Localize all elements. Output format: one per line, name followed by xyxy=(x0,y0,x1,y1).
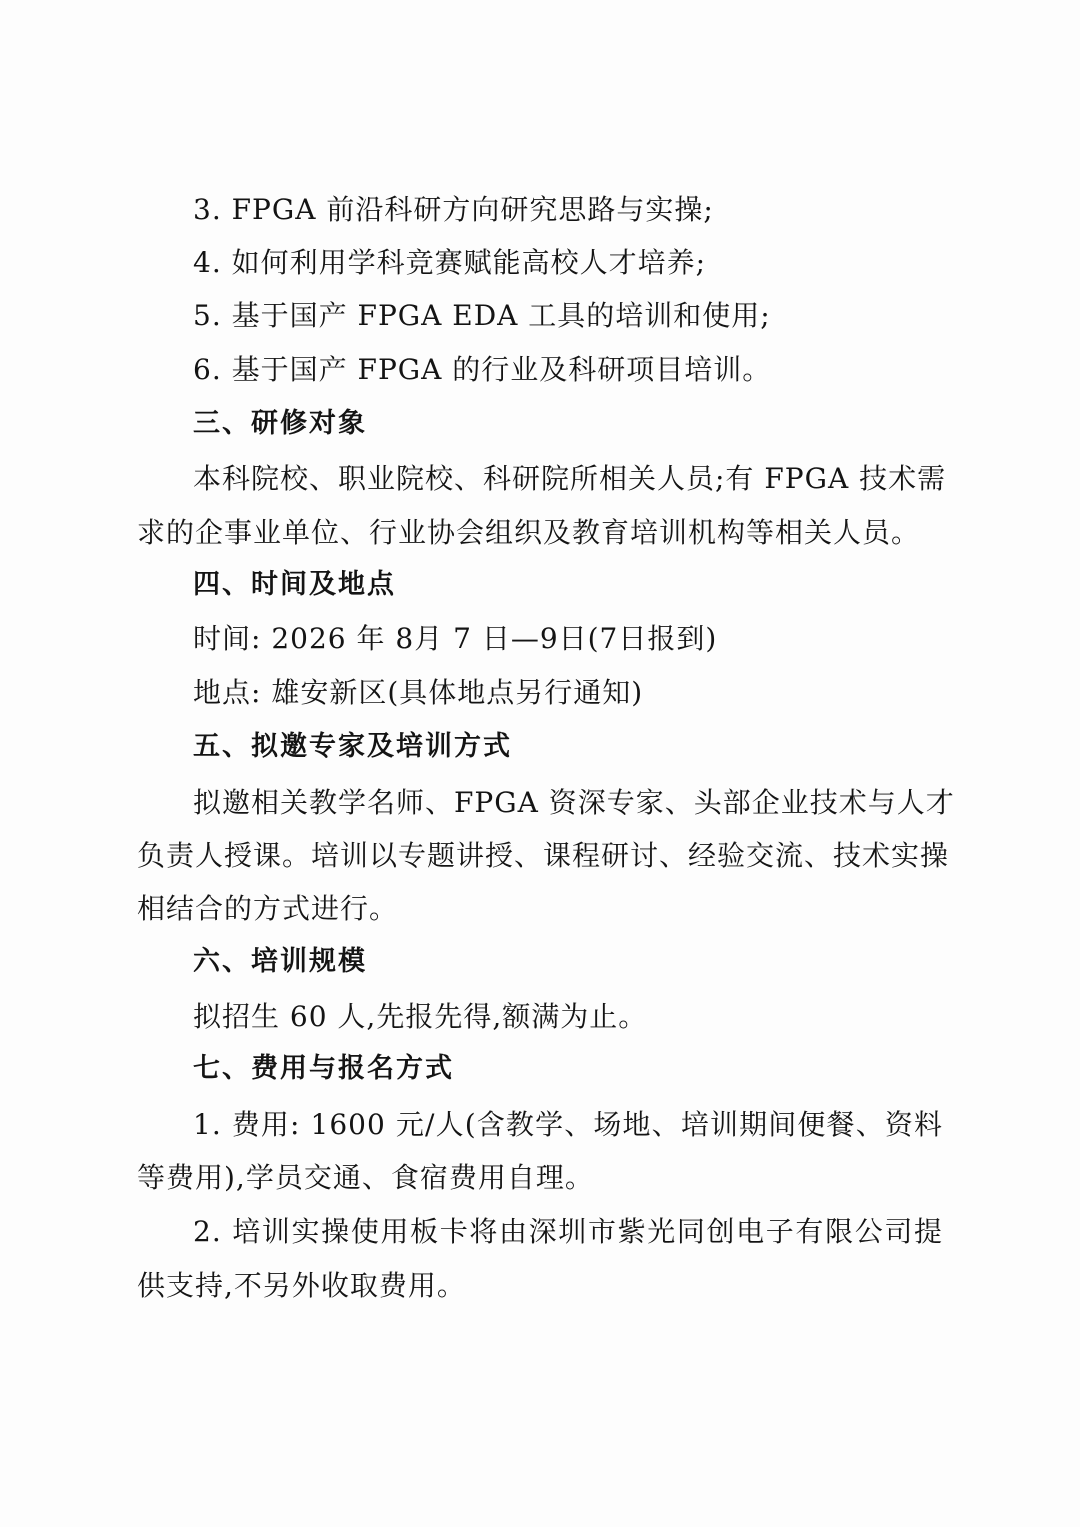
fees-item-2-line-2: 供支持,不另外收取费用。 xyxy=(137,1269,466,1302)
time-text: 时间: 2026 年 8月 7 日—9日(7日报到) xyxy=(193,622,718,655)
section-heading-scale: 六、培训规模 xyxy=(193,946,367,977)
list-item-6: 6. 基于国产 FPGA 的行业及科研项目培训。 xyxy=(193,353,772,386)
experts-text-line-1: 拟邀相关教学名师、FPGA 资深专家、头部企业技术与人才 xyxy=(193,786,955,819)
experts-text-line-2: 负责人授课。培训以专题讲授、课程研讨、经验交流、技术实操 xyxy=(137,839,950,872)
fees-item-1-line-2: 等费用),学员交通、食宿费用自理。 xyxy=(137,1161,594,1194)
section-heading-fees: 七、费用与报名方式 xyxy=(193,1053,454,1084)
section-heading-experts: 五、拟邀专家及培训方式 xyxy=(193,731,512,762)
experts-text-line-3: 相结合的方式进行。 xyxy=(137,892,399,925)
list-item-5: 5. 基于国产 FPGA EDA 工具的培训和使用; xyxy=(193,299,771,332)
fees-item-1-line-1: 1. 费用: 1600 元/人(含教学、场地、培训期间便餐、资料 xyxy=(193,1108,943,1141)
audience-text-line-1: 本科院校、职业院校、科研院所相关人员;有 FPGA 技术需 xyxy=(193,462,947,495)
fees-item-2-line-1: 2. 培训实操使用板卡将由深圳市紫光同创电子有限公司提 xyxy=(193,1215,943,1248)
audience-text-line-2: 求的企事业单位、行业协会组织及教育培训机构等相关人员。 xyxy=(137,516,921,549)
section-heading-time-place: 四、时间及地点 xyxy=(193,569,396,600)
list-item-4: 4. 如何利用学科竞赛赋能高校人才培养; xyxy=(193,246,707,279)
list-item-3: 3. FPGA 前沿科研方向研究思路与实操; xyxy=(193,193,714,226)
place-text: 地点: 雄安新区(具体地点另行通知) xyxy=(193,676,644,709)
section-heading-audience: 三、研修对象 xyxy=(193,408,367,439)
scale-text: 拟招生 60 人,先报先得,额满为止。 xyxy=(193,1000,648,1033)
